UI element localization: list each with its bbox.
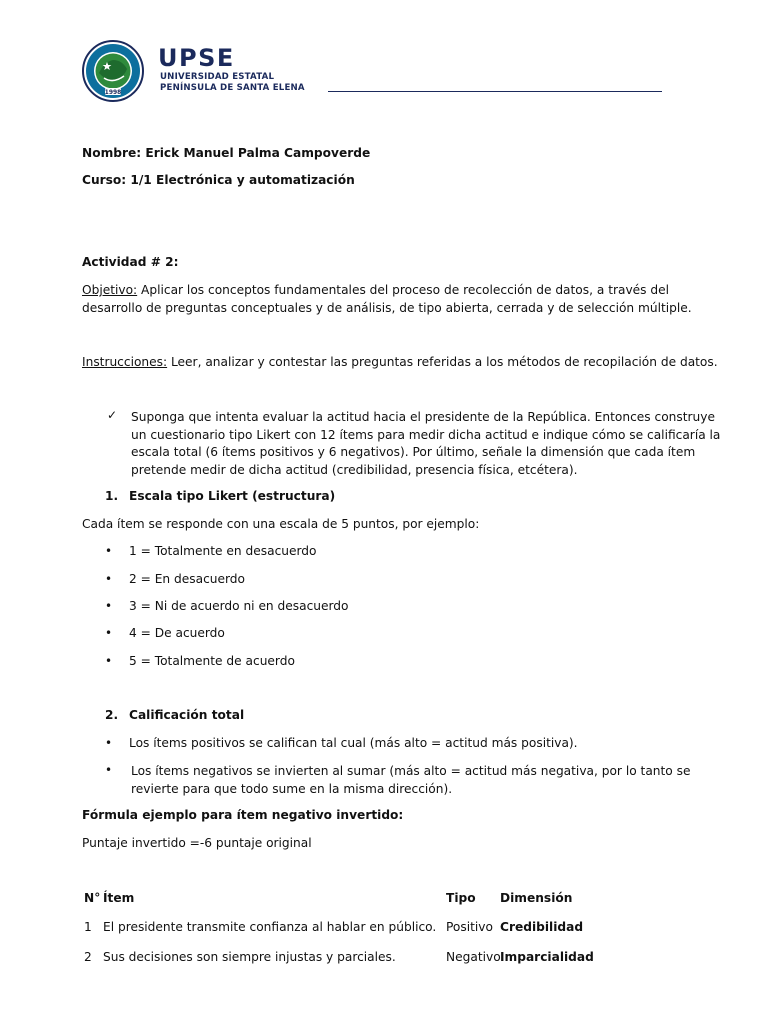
activity-title: Actividad # 2: — [82, 255, 179, 269]
likert-option-4: 4 = De acuerdo — [129, 626, 225, 640]
section1-intro: Cada ítem se responde con una escala de 5 puntos, por ejemplo: — [82, 517, 480, 531]
objective-text: Aplicar los conceptos fundamentales del proceso de recolección de datos, a través del desarrollo de preguntas conceptuales y de análisis, de tipo abierta, cerrada y de selección múltiple. — [82, 283, 692, 315]
table-header-dimension: Dimensión — [500, 891, 573, 905]
bullet-icon: • — [105, 654, 113, 668]
question-text: Suponga que intenta evaluar la actitud hacia el presidente de la República. Entonces construye un cuestionario tipo Likert con 12 ítems para medir dicha actitud e indique cómo se calificaría la escala total (6 ítems positivos y 6 negativos). Por último, señale la dimensión que cada ítem pretende medir de dicha actitud (credibilidad, presencia física, etcétera). — [131, 410, 721, 477]
university-seal — [82, 40, 144, 102]
header-rule — [328, 91, 662, 92]
objective-label: Objetivo: — [82, 283, 138, 297]
section1-number: 1. — [105, 489, 119, 503]
university-line-1: UNIVERSIDAD ESTATAL — [160, 72, 275, 82]
row-dimension: Credibilidad — [500, 920, 584, 934]
bullet-icon: • — [105, 544, 113, 558]
row-item: El presidente transmite confianza al hablar en público. — [103, 920, 437, 934]
bullet-icon: • — [105, 572, 113, 586]
instructions-label: Instrucciones: — [82, 355, 168, 369]
table-header-number: N° — [84, 891, 101, 905]
formula-title: Fórmula ejemplo para ítem negativo invertido: — [82, 808, 404, 822]
instructions-text: Leer, analizar y contestar las preguntas referidas a los métodos de recopilación de datos. — [167, 355, 718, 369]
check-icon: ✓ — [107, 408, 118, 422]
bullet-icon: • — [105, 599, 113, 613]
student-name: Nombre: Erick Manuel Palma Campoverde — [82, 146, 371, 160]
bullet-icon: • — [105, 763, 113, 777]
objective-paragraph — [82, 282, 722, 317]
row-number: 1 — [84, 920, 92, 934]
row-dimension: Imparcialidad — [500, 950, 594, 964]
section2-title: Calificación total — [129, 708, 245, 722]
likert-option-2: 2 = En desacuerdo — [129, 572, 245, 586]
row-type: Positivo — [446, 920, 493, 934]
seal-icon — [82, 40, 144, 102]
table-header-item: Ítem — [103, 891, 135, 905]
table-header-type: Tipo — [446, 891, 476, 905]
likert-option-1: 1 = Totalmente en desacuerdo — [129, 544, 317, 558]
likert-option-5: 5 = Totalmente de acuerdo — [129, 654, 295, 668]
scoring-rule-negative: Los ítems negativos se invierten al sumar (más alto = actitud más negativa, por lo tanto se revierte para que todo sume en la misma dirección). — [131, 764, 691, 796]
logo-upse: UPSE — [158, 44, 235, 72]
student-course: Curso: 1/1 Electrónica y automatización — [82, 173, 355, 187]
bullet-icon: • — [105, 626, 113, 640]
row-type: Negativo — [446, 950, 501, 964]
seal-year: 1998 — [104, 89, 122, 96]
scoring-rule-positive: Los ítems positivos se califican tal cual (más alto = actitud más positiva). — [129, 736, 578, 750]
row-number: 2 — [84, 950, 92, 964]
bullet-icon: • — [105, 736, 113, 750]
section1-title: Escala tipo Likert (estructura) — [129, 489, 336, 503]
university-line-2: PENÍNSULA DE SANTA ELENA — [160, 83, 305, 93]
likert-option-3: 3 = Ni de acuerdo ni en desacuerdo — [129, 599, 349, 613]
row-item: Sus decisiones son siempre injustas y parciales. — [103, 950, 396, 964]
instructions-paragraph — [82, 354, 722, 372]
section2-number: 2. — [105, 708, 119, 722]
formula-text: Puntaje invertido =-6 puntaje original — [82, 836, 312, 850]
